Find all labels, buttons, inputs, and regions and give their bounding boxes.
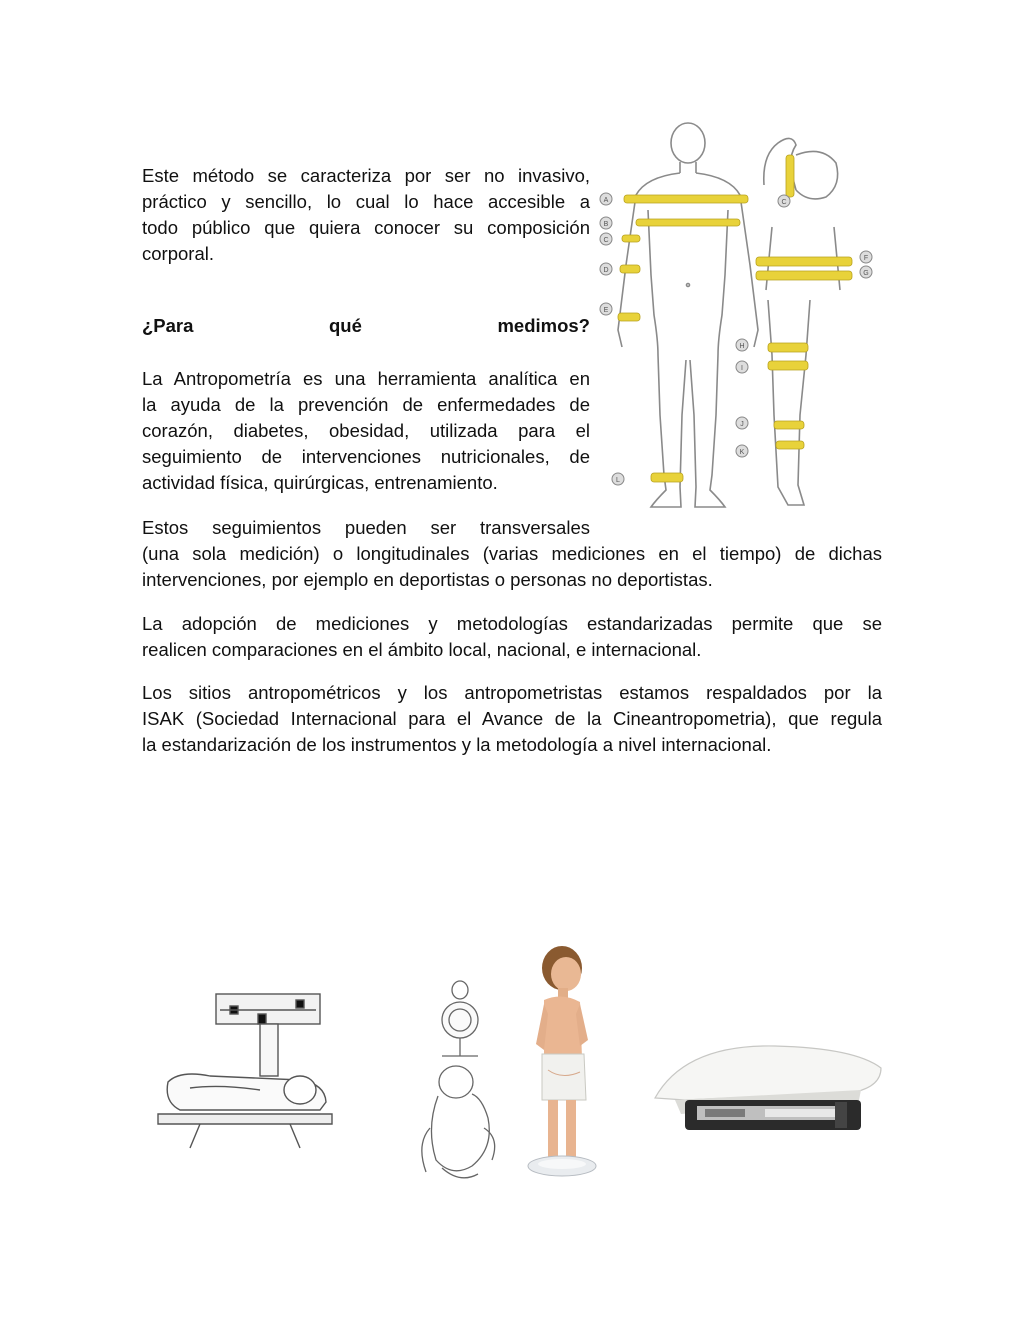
- intro-line: práctico y sencillo, lo cual lo hace accesible a: [142, 191, 590, 212]
- standards-line: realicen comparaciones en el ámbito local, nacional, e internacional.: [142, 639, 702, 660]
- standards-paragraph: [142, 611, 882, 663]
- intro-line: todo público que quiera conocer su composición: [142, 217, 590, 238]
- figure-label: H: [739, 343, 745, 350]
- definition-line: La Antropometría es una herramienta analítica en: [142, 368, 590, 389]
- figure-label: I: [741, 365, 743, 372]
- intro-line: Este método se caracteriza por ser no invasivo,: [142, 165, 590, 186]
- isak-paragraph: [142, 680, 882, 758]
- followup-paragraph: [142, 515, 882, 593]
- figure-label: F: [863, 255, 869, 262]
- definition-line: la ayuda de la prevención de enfermedades de: [142, 394, 590, 415]
- measuring-tapes: [618, 155, 852, 482]
- intro-line: corporal.: [142, 243, 214, 264]
- baby-scale-photo: [645, 1038, 885, 1140]
- anthropometric-sites-figure: [596, 115, 876, 520]
- definition-line: actividad física, quirúrgicas, entrenamiento.: [142, 472, 498, 493]
- figure-label: A: [603, 197, 609, 204]
- figure-label: E: [603, 307, 609, 314]
- figure-label: D: [603, 267, 609, 274]
- figure-label: B: [603, 221, 609, 228]
- followup-line: intervenciones, por ejemplo en deportistas o personas no deportistas.: [142, 569, 713, 590]
- figure-label: C: [603, 237, 609, 244]
- figure-label: J: [740, 421, 744, 428]
- heading-word: ¿Para: [142, 315, 194, 336]
- standards-line: La adopción de mediciones y metodologías estandarizadas permite que se: [142, 613, 882, 634]
- section-heading: [142, 313, 590, 339]
- figure-label: G: [863, 270, 869, 277]
- definition-line: seguimiento de intervenciones nutricionales, de: [142, 446, 590, 467]
- child-standing-photo: [522, 940, 604, 1185]
- figure-label: K: [739, 449, 745, 456]
- figure-label: L: [616, 477, 620, 484]
- isak-line: Los sitios antropométricos y los antropometristas estamos respaldados por la: [142, 682, 882, 703]
- hanging-scale-drawing: [412, 978, 504, 1188]
- figure-label: C: [781, 199, 787, 206]
- intro-paragraph: [142, 163, 590, 267]
- infant-scale-drawing: [150, 992, 335, 1150]
- heading-word: medimos?: [497, 315, 590, 336]
- definition-paragraph: [142, 366, 590, 496]
- followup-line: Estos seguimientos pueden ser transversales: [142, 517, 590, 538]
- definition-line: corazón, diabetes, obesidad, utilizada para el: [142, 420, 590, 441]
- body-outline: [618, 123, 840, 507]
- isak-line: ISAK (Sociedad Internacional para el Avance de la Cineantropometria), que regula: [142, 708, 882, 729]
- isak-line: la estandarización de los instrumentos y la metodología a nivel internacional.: [142, 734, 772, 755]
- heading-word: qué: [329, 315, 362, 336]
- followup-line: (una sola medición) o longitudinales (varias mediciones en el tiempo) de dichas: [142, 543, 882, 564]
